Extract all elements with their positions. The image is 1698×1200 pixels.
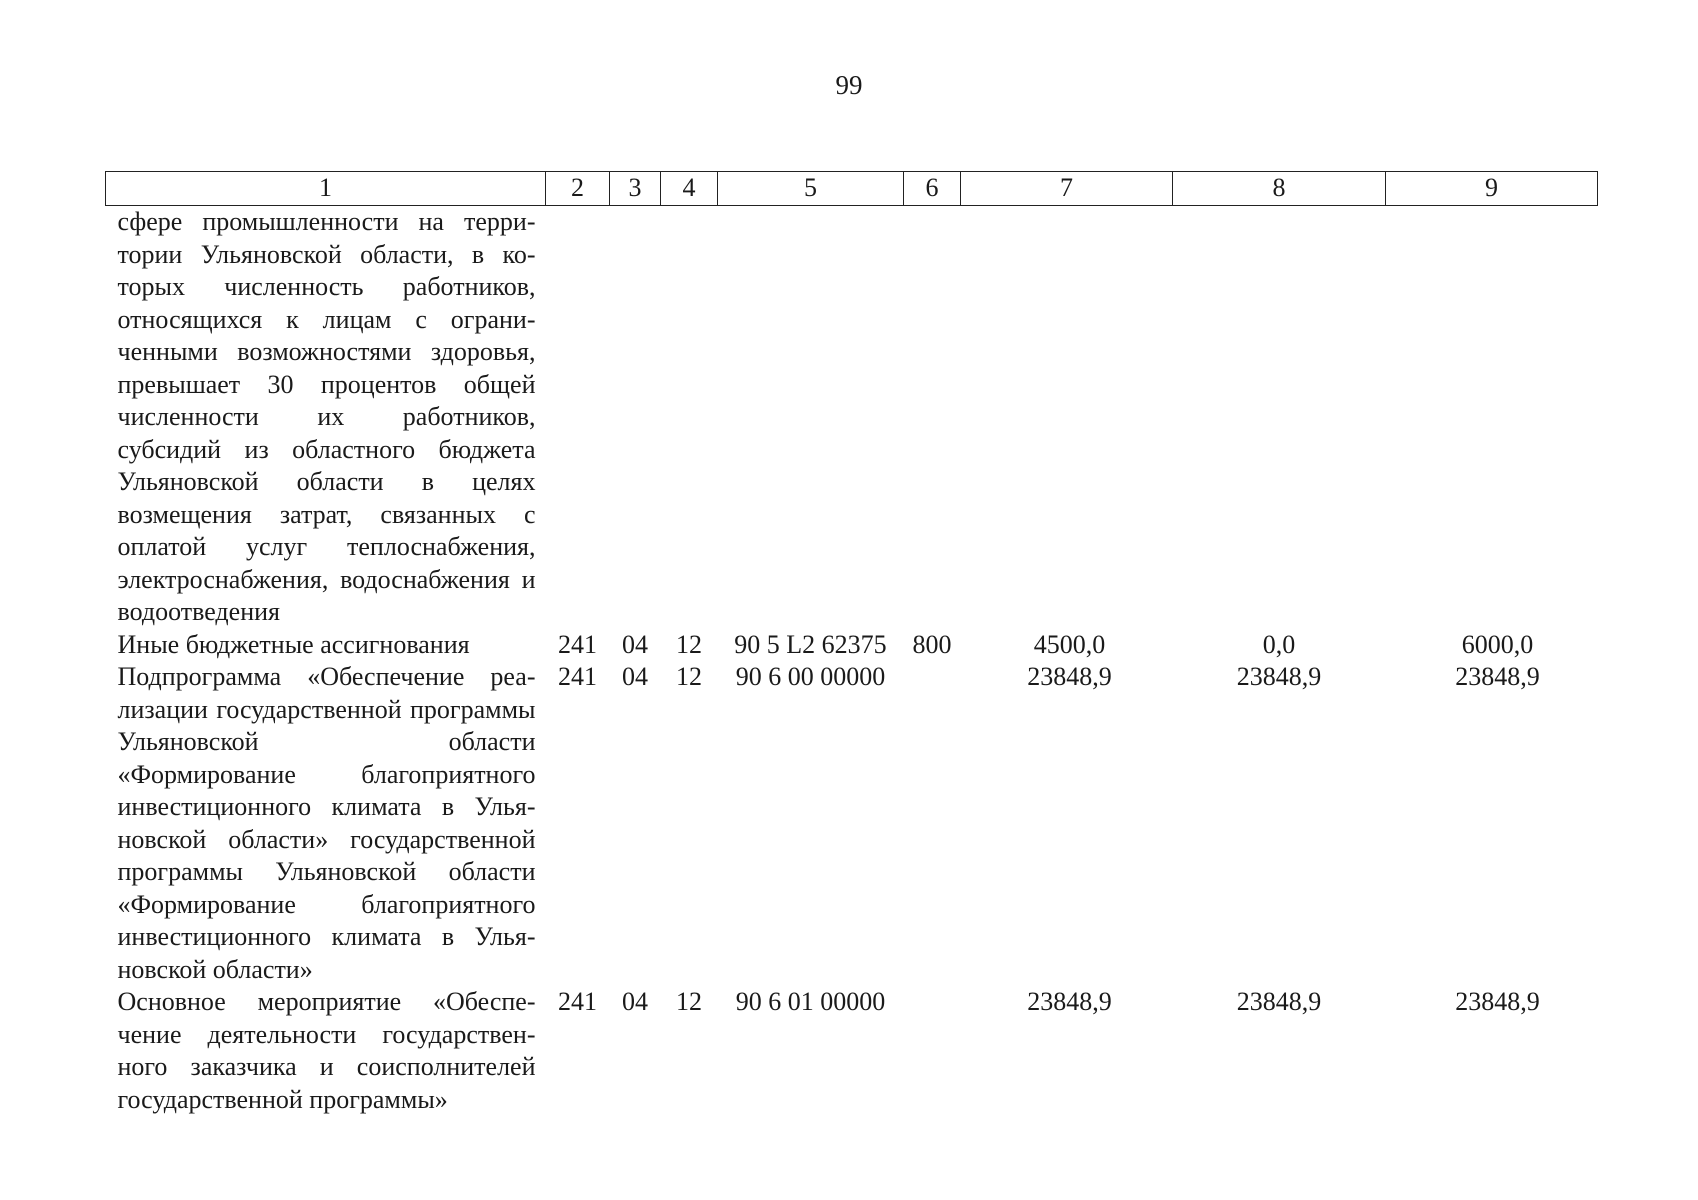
row-name: сфере промышленности на территории Ульяновской области, в которых численность работников, относящихся к лицам с ограниченными возможностями здоровья, превышает 30 процентов общей численности их работников, субсидий из областного бюджета Ульяновской области в целях возмещения затрат, связанных с оплатой услуг теплоснабжения, электроснабжения, водоснабжения и водоотведения <box>117 207 536 626</box>
budget-table <box>105 171 1598 1116</box>
row-name: Иные бюджетные ассигнования <box>117 629 470 659</box>
cell-c8: 23848,9 <box>1236 987 1322 1016</box>
cell-c2: 241 <box>558 662 597 691</box>
table-row <box>106 629 1598 662</box>
column-header: 6 <box>904 172 961 206</box>
cell-c4: 12 <box>676 629 702 659</box>
cell-c3: 04 <box>622 629 648 659</box>
cell-c4: 12 <box>676 662 702 691</box>
cell-c5: 90 6 00 00000 <box>735 662 886 691</box>
page-number: 99 <box>835 70 863 100</box>
column-header: 7 <box>961 172 1173 206</box>
column-header: 8 <box>1173 172 1386 206</box>
cell-c8: 0,0 <box>1262 629 1296 659</box>
cell-c9: 23848,9 <box>1455 987 1540 1016</box>
cell-c2: 241 <box>558 629 597 659</box>
row-name: Основное мероприятие «Обеспечение деятельности государственного заказчика и соисполнителей государственной программы» <box>117 987 536 1114</box>
cell-c8 <box>1173 206 1386 629</box>
table-row <box>106 661 1598 986</box>
cell-c9 <box>1386 206 1598 629</box>
table-row <box>106 986 1598 1116</box>
column-header: 5 <box>718 172 904 206</box>
row-name: Подпрограмма «Обеспечение реализации государственной программы Ульяновской области «Формирование благоприятного инвестиционного климата в Ульяновской области» государственной программы Ульяновской области «Формирование благоприятного инвестиционного климата в Ульяновской области» <box>117 662 536 984</box>
cell-c9: 6000,0 <box>1461 629 1534 659</box>
cell-c7: 23848,9 <box>1027 662 1112 691</box>
cell-c6: 800 <box>912 629 952 659</box>
cell-c4: 12 <box>676 987 702 1016</box>
cell-c7: 4500,0 <box>1033 629 1106 659</box>
cell-c5 <box>718 206 904 629</box>
cell-c2 <box>546 206 610 629</box>
table-header-row <box>106 172 1598 206</box>
cell-c6 <box>904 986 961 1116</box>
cell-c5: 90 6 01 00000 <box>735 987 886 1016</box>
cell-c9: 23848,9 <box>1455 662 1540 691</box>
column-header: 2 <box>546 172 610 206</box>
column-header: 1 <box>106 172 546 206</box>
cell-c8: 23848,9 <box>1236 662 1322 691</box>
cell-c6 <box>904 206 961 629</box>
column-header: 3 <box>610 172 661 206</box>
table-row <box>106 206 1598 629</box>
cell-c3 <box>610 206 661 629</box>
cell-c7 <box>961 206 1173 629</box>
cell-c2: 241 <box>558 987 597 1016</box>
column-header: 9 <box>1386 172 1598 206</box>
cell-c4 <box>661 206 718 629</box>
column-header: 4 <box>661 172 718 206</box>
cell-c6 <box>904 661 961 986</box>
cell-c3: 04 <box>622 662 648 691</box>
cell-c3: 04 <box>622 987 648 1016</box>
cell-c5: 90 5 L2 62375 <box>734 629 887 659</box>
cell-c7: 23848,9 <box>1027 987 1112 1016</box>
